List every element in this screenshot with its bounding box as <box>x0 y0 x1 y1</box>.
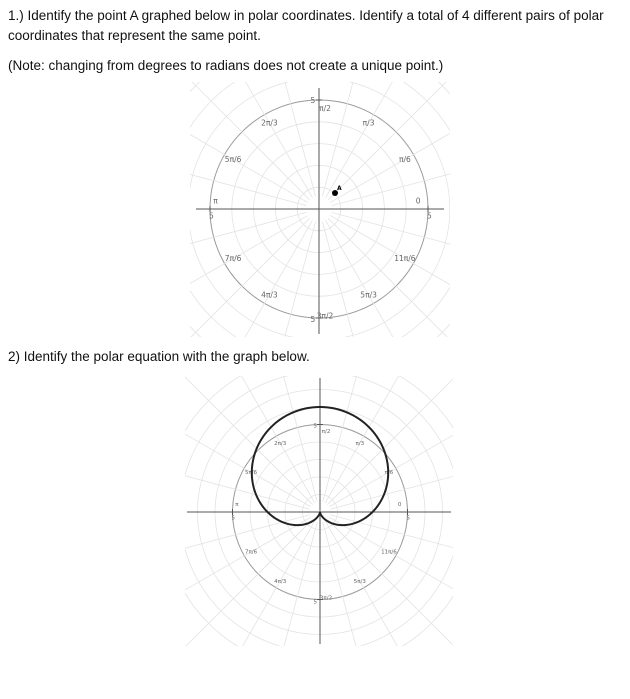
angle-label: 5π/3 <box>353 578 366 585</box>
grid-ray <box>190 216 308 337</box>
grid-ray <box>326 220 450 337</box>
angle-labels <box>209 96 432 324</box>
grid-ray <box>329 517 453 617</box>
angle-label: π/3 <box>362 118 375 128</box>
angle-label: 11π/6 <box>381 549 397 556</box>
grid-ray <box>185 376 313 505</box>
question-1-note: (Note: changing from degrees to radians does not create a unique point.) <box>8 58 444 73</box>
radius-label: 5 <box>427 211 432 221</box>
radius-label: 5 <box>310 96 316 105</box>
grid-ray <box>215 521 315 646</box>
angle-label: π <box>235 501 239 508</box>
angle-label: 5π/6 <box>224 155 242 165</box>
angle-label: 2π/3 <box>261 118 278 128</box>
angle-label: 3π/2 <box>316 311 334 321</box>
radius-label: 5 <box>313 599 317 606</box>
angle-label: 4π/3 <box>274 578 287 585</box>
radius-label: 5 <box>209 211 214 221</box>
grid-ray <box>328 82 450 200</box>
grid-ray <box>185 407 311 507</box>
polar-grid <box>185 376 453 646</box>
radius-label: 5 <box>406 515 410 522</box>
grid-circle <box>185 376 453 646</box>
grid-ray <box>185 517 311 617</box>
grid-ray <box>185 519 313 646</box>
angle-label: 5π/3 <box>360 290 377 300</box>
angle-label: 5π/6 <box>244 470 258 477</box>
grid-ray <box>329 407 453 507</box>
angle-label: π <box>213 196 218 206</box>
radius-label: 5 <box>313 423 317 430</box>
radius-label: 5 <box>310 315 316 324</box>
angle-label: 3π/2 <box>319 595 333 602</box>
angle-label: π/6 <box>398 155 411 165</box>
angle-label: π/2 <box>319 104 331 114</box>
polar-axes <box>187 378 451 644</box>
angle-label: 0 <box>415 196 421 206</box>
grid-ray <box>327 376 453 505</box>
angle-label: π/2 <box>321 428 331 435</box>
angle-label: 11π/6 <box>394 254 416 264</box>
polar-graph-point-a <box>190 82 450 337</box>
point-a-label: A <box>337 185 342 192</box>
angle-label: 0 <box>397 501 402 508</box>
radius-label: 5 <box>231 515 235 522</box>
grid-ray <box>325 521 425 646</box>
grid-ray <box>327 519 453 646</box>
angle-label: 7π/6 <box>224 254 242 264</box>
angle-label: 7π/6 <box>244 549 258 556</box>
polar-graph-cardioid <box>185 376 453 646</box>
grid-ray <box>190 82 310 200</box>
angle-label: π/6 <box>384 470 394 477</box>
question-2-text: 2) Identify the polar equation with the graph below. <box>8 349 310 364</box>
angle-label: 2π/3 <box>274 440 287 447</box>
grid-circle <box>185 376 453 646</box>
question-1-text: 1.) Identify the point A graphed below in polar coordinates. Identify a total of 4 different pairs of polar coordinates that represent the same point. <box>8 8 604 43</box>
angle-label: 4π/3 <box>261 290 278 300</box>
angle-label: π/3 <box>355 440 365 447</box>
